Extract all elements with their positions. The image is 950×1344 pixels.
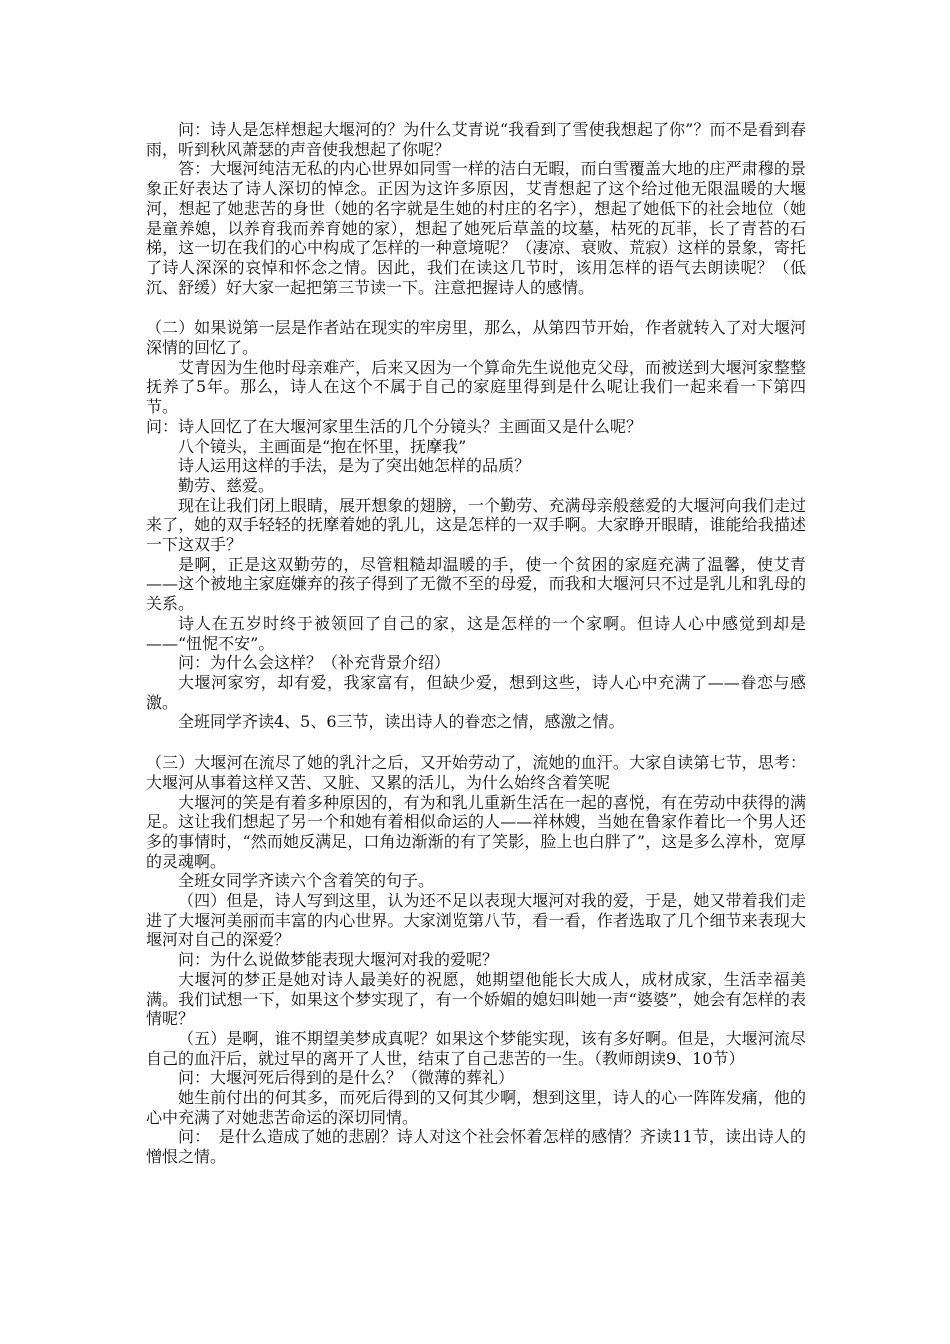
paragraph: 诗人在五岁时终于被领回了自己的家，这是怎样的一个家啊。但诗人心中感觉到却是——“忸怩不安”。 <box>146 613 806 653</box>
paragraph: 她生前付出的何其多，而死后得到的又何其少啊，想到这里，诗人的心一阵阵发痛，他的心中充满了对她悲苦命运的深切同情。 <box>146 1088 806 1127</box>
paragraph: 问：诗人回忆了在大堰河家里生活的几个分镜头？主画面又是什么呢？ <box>146 416 643 436</box>
paragraph: （三）大堰河在流尽了她的乳汁之后，又开始劳动了，流她的血汗。大家自读第七节，思考：大堰河从事着这样又苦、又脏、又累的活儿，为什么始终含着笑呢 <box>146 753 806 792</box>
paragraph: 勤劳、慈爱。 <box>178 475 275 495</box>
paragraph: 答：大堰河纯洁无私的内心世界如同雪一样的洁白无暇，而白雪覆盖大地的庄严肃穆的景象正好表达了诗人深切的悼念。正因为这许多原因，艾青想起了这个给过他无限温暖的大堰河，想起了她悲苦的身世（她的名字就是生她的村庄的名字），想起了她低下的社会地位（她是童养媳，以养育我而养育她的家），想起了她死后草盖的坟墓，枯死的瓦菲，长了青苔的石梯，这一切在我们的心中构成了怎样的一种意境呢？（凄凉、衰败、荒寂）这样的景象，寄托了诗人深深的哀悼和怀念之情。因此，我们在读这几节时，该用怎样的语气去朗读呢？（低沉、舒缓）好大家一起把第三节读一下。注意把握诗人的感情。 <box>146 159 806 297</box>
paragraph: （二）如果说第一层是作者站在现实的牢房里，那么，从第四节开始，作者就转入了对大堰河深情的回忆了。 <box>146 318 806 358</box>
paragraph: 问：大堰河死后得到的是什么？（微薄的葬礼） <box>178 1068 515 1088</box>
paragraph: （四）但是，诗人写到这里，认为还不足以表现大堰河对我的爱，于是，她又带着我们走进了大堰河美丽而丰富的内心世界。大家浏览第八节，看一看，作者选取了几个细节来表现大堰河对自己的深爱？ <box>146 891 806 950</box>
paragraph: 大堰河的梦正是她对诗人最美好的祝愿，她期望他能长大成人，成材成家，生活幸福美满。我们试想一下，如果这个梦实现了，有一个娇媚的媳妇叫她一声“婆婆”，她会有怎样的表情呢？ <box>146 969 806 1029</box>
paragraph: 大堰河家穷，却有爱，我家富有，但缺少爱，想到这些，诗人心中充满了——眷恋与感激。 <box>146 672 806 712</box>
paragraph: 八个镜头，主画面是“抱在怀里，抚摩我” <box>178 436 467 456</box>
paragraph: 问：为什么说做梦能表现大堰河对我的爱呢？ <box>178 950 499 970</box>
paragraph: 是啊，正是这双勤劳的，尽管粗糙却温暖的手，使一个贫困的家庭充满了温馨，使艾青——这个被地主家庭嫌弃的孩子得到了无微不至的母爱，而我和大堰河只不过是乳儿和乳母的关系。 <box>146 554 806 614</box>
paragraph-gap <box>146 732 806 753</box>
document-page <box>146 120 806 1167</box>
paragraph: 问：为什么会这样？（补充背景介绍） <box>178 653 451 673</box>
paragraph: （五）是啊，谁不期望美梦成真呢？如果这个梦能实现，该有多好啊。但是，大堰河流尽自己的血汗后，就过早的离开了人世，结束了自己悲苦的一生。（教师朗读9、10节） <box>146 1028 806 1068</box>
paragraph: 诗人运用这样的手法，是为了突出她怎样的品质？ <box>178 456 531 476</box>
paragraph-gap <box>146 297 806 318</box>
paragraph: 全班女同学齐读六个含着笑的句子。 <box>178 871 435 891</box>
paragraph: 现在让我们闭上眼睛，展开想象的翅膀，一个勤劳、充满母亲般慈爱的大堰河向我们走过来了，她的双手轻轻的抚摩着她的乳儿，这是怎样的一双手啊。大家睁开眼睛，谁能给我描述一下这双手？ <box>146 495 806 555</box>
paragraph: 全班同学齐读4、5、6三节，读出诗人的眷恋之情，感激之情。 <box>178 712 625 732</box>
paragraph: 问：诗人是怎样想起大堰河的？为什么艾青说“我看到了雪使我想起了你”？而不是看到春雨，听到秋风萧瑟的声音使我想起了你呢？ <box>146 120 806 159</box>
paragraph: 艾青因为生他时母亲难产，后来又因为一个算命先生说他克父母，而被送到大堰河家整整抚养了5年。那么，诗人在这个不属于自己的家庭里得到是什么呢让我们一起来看一下第四节。 <box>146 357 806 417</box>
paragraph: 大堰河的笑是有着多种原因的，有为和乳儿重新生活在一起的喜悦，有在劳动中获得的满足。这让我们想起了另一个和她有着相似命运的人——祥林嫂，当她在鲁家作着比一个男人还多的事情时，“然而她反满足，口角边渐渐的有了笑影，脸上也白胖了”，这是多么淳朴，宽厚的灵魂啊。 <box>146 792 806 871</box>
paragraph: 问： 是什么造成了她的悲剧？诗人对这个社会怀着怎样的感情？齐读11节，读出诗人的憎恨之情。 <box>146 1127 806 1167</box>
